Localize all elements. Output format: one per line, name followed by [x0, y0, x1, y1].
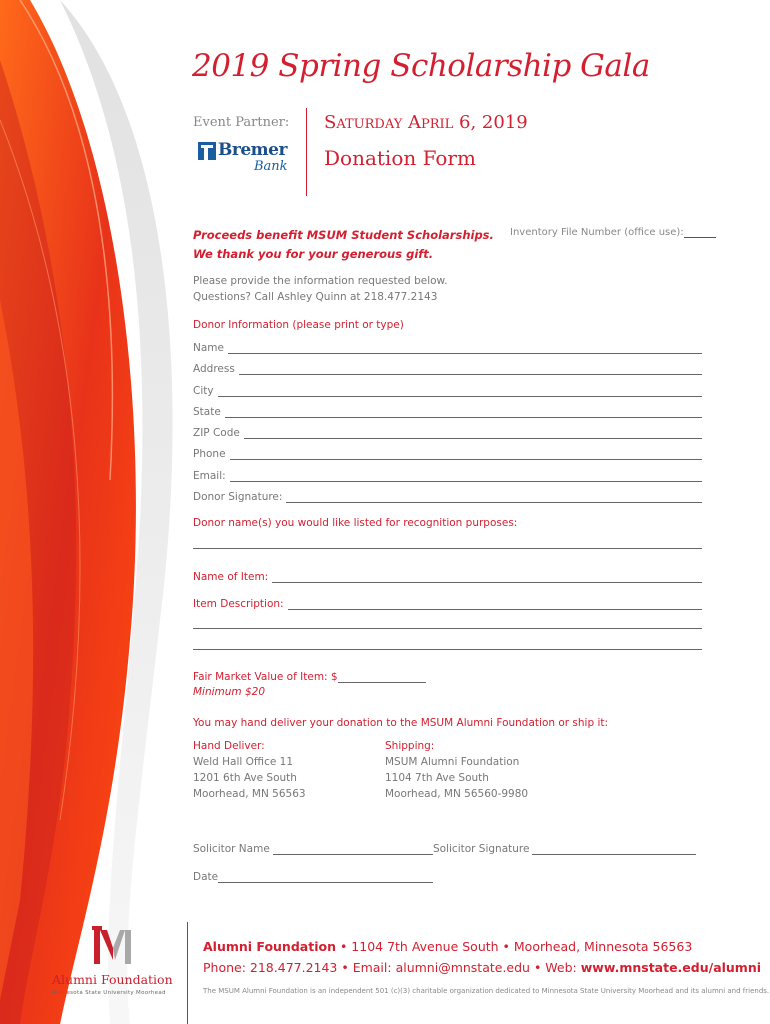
msum-m-logo-icon	[92, 926, 134, 966]
solicitor-name-line[interactable]	[273, 845, 433, 855]
fair-market-value-label: Fair Market Value of Item: $	[193, 671, 338, 683]
solicitor-name-label: Solicitor Name	[193, 843, 270, 855]
solicitor-signature-line[interactable]	[532, 845, 696, 855]
shipping-title: Shipping:	[385, 740, 435, 752]
city-field[interactable]	[193, 383, 702, 397]
instructions-line-2: Questions? Call Ashley Quinn at 218.477.2143	[193, 291, 438, 303]
delivery-heading: You may hand deliver your donation to the MSUM Alumni Foundation or ship it:	[193, 717, 609, 729]
fair-market-value-field[interactable]	[193, 671, 426, 683]
solicitor-signature-field[interactable]	[433, 843, 696, 855]
solicitor-signature-label: Solicitor Signature	[433, 843, 530, 855]
item-name-line[interactable]	[272, 573, 702, 583]
address-line[interactable]	[239, 365, 702, 375]
zip-line[interactable]	[244, 429, 702, 439]
state-label: State	[193, 406, 221, 418]
footer-address: • 1104 7th Avenue South • Moorhead, Minnesota 56563	[335, 939, 693, 954]
footer-org-name: Alumni Foundation	[203, 939, 336, 954]
footer-disclaimer: The MSUM Alumni Foundation is an independent 501 (c)(3) charitable organization dedicated to Minnesota State University Moorhead and its alumni and friends.	[203, 987, 770, 995]
inventory-blank[interactable]	[684, 227, 716, 238]
zip-label: ZIP Code	[193, 427, 240, 439]
item-description-field[interactable]	[193, 596, 702, 610]
donor-info-heading: Donor Information (please print or type)	[193, 319, 404, 331]
solicitor-name-field[interactable]	[193, 843, 433, 855]
hand-deliver-block	[193, 738, 306, 802]
donor-signature-field[interactable]	[193, 489, 702, 503]
inventory-label: Inventory File Number (office use):	[510, 227, 684, 238]
item-name-field[interactable]	[193, 569, 702, 583]
state-field[interactable]	[193, 404, 702, 418]
bremer-logo-sub: Bank	[254, 159, 288, 174]
address-field[interactable]	[193, 361, 702, 375]
hand-deliver-line-2: 1201 6th Ave South	[193, 772, 297, 784]
proceeds-line-1: Proceeds benefit MSUM Student Scholarships.	[193, 228, 494, 242]
bremer-logo-name: Bremer	[218, 140, 287, 160]
logo-alumni-foundation: Alumni Foundation	[52, 972, 173, 987]
name-label: Name	[193, 342, 224, 354]
header-divider	[306, 108, 307, 196]
bremer-bank-logo	[198, 140, 293, 176]
minimum-note: Minimum $20	[193, 686, 266, 698]
shipping-line-2: 1104 7th Ave South	[385, 772, 489, 784]
item-name-label: Name of Item:	[193, 571, 269, 583]
city-label: City	[193, 385, 214, 397]
shipping-line-1: MSUM Alumni Foundation	[385, 756, 520, 768]
item-description-line-3[interactable]	[193, 649, 702, 650]
recognition-line[interactable]	[193, 548, 702, 549]
footer-address-line	[203, 939, 692, 954]
event-partner-label: Event Partner:	[193, 115, 290, 130]
inventory-field[interactable]	[510, 227, 716, 238]
proceeds-note	[193, 226, 494, 264]
phone-line[interactable]	[230, 450, 702, 460]
hand-deliver-line-1: Weld Hall Office 11	[193, 756, 293, 768]
decorative-swoosh	[0, 0, 200, 1024]
recognition-label: Donor name(s) you would like listed for recognition purposes:	[193, 517, 518, 529]
item-description-line[interactable]	[288, 600, 702, 610]
phone-field[interactable]	[193, 446, 702, 460]
date-field[interactable]	[193, 871, 433, 883]
email-label: Email:	[193, 470, 226, 482]
footer-contact: Phone: 218.477.2143 • Email: alumni@mnstate.edu • Web:	[203, 960, 581, 975]
email-line[interactable]	[230, 472, 702, 482]
hand-deliver-line-3: Moorhead, MN 56563	[193, 788, 306, 800]
bremer-logo-icon	[198, 142, 216, 160]
name-line[interactable]	[228, 344, 702, 354]
shipping-block	[385, 738, 528, 802]
footer-contact-line	[203, 960, 761, 975]
item-description-label: Item Description:	[193, 598, 284, 610]
footer-website-link[interactable]: www.mnstate.edu/alumni	[580, 960, 762, 975]
instructions	[193, 273, 448, 305]
logo-university-name: Minnesota State University Moorhead	[52, 990, 166, 996]
proceeds-line-2: We thank you for your generous gift.	[193, 247, 434, 261]
item-description-line-2[interactable]	[193, 628, 702, 629]
date-line[interactable]	[218, 873, 433, 883]
name-field[interactable]	[193, 340, 702, 354]
fair-market-value-line[interactable]	[338, 673, 426, 683]
date-label: Date	[193, 871, 219, 883]
city-line[interactable]	[218, 387, 702, 397]
footer-divider	[187, 922, 188, 1024]
address-label: Address	[193, 363, 235, 375]
phone-label: Phone	[193, 448, 226, 460]
hand-deliver-title: Hand Deliver:	[193, 740, 265, 752]
state-line[interactable]	[225, 408, 702, 418]
form-title: Donation Form	[324, 146, 476, 170]
page-title: 2019 Spring Scholarship Gala	[192, 48, 650, 84]
zip-field[interactable]	[193, 425, 702, 439]
donor-signature-label: Donor Signature:	[193, 491, 283, 503]
event-date: Saturday April 6, 2019	[324, 112, 528, 133]
email-field[interactable]	[193, 468, 702, 482]
instructions-line-1: Please provide the information requested below.	[193, 275, 448, 287]
shipping-line-3: Moorhead, MN 56560-9980	[385, 788, 529, 800]
donor-signature-line[interactable]	[286, 493, 702, 503]
